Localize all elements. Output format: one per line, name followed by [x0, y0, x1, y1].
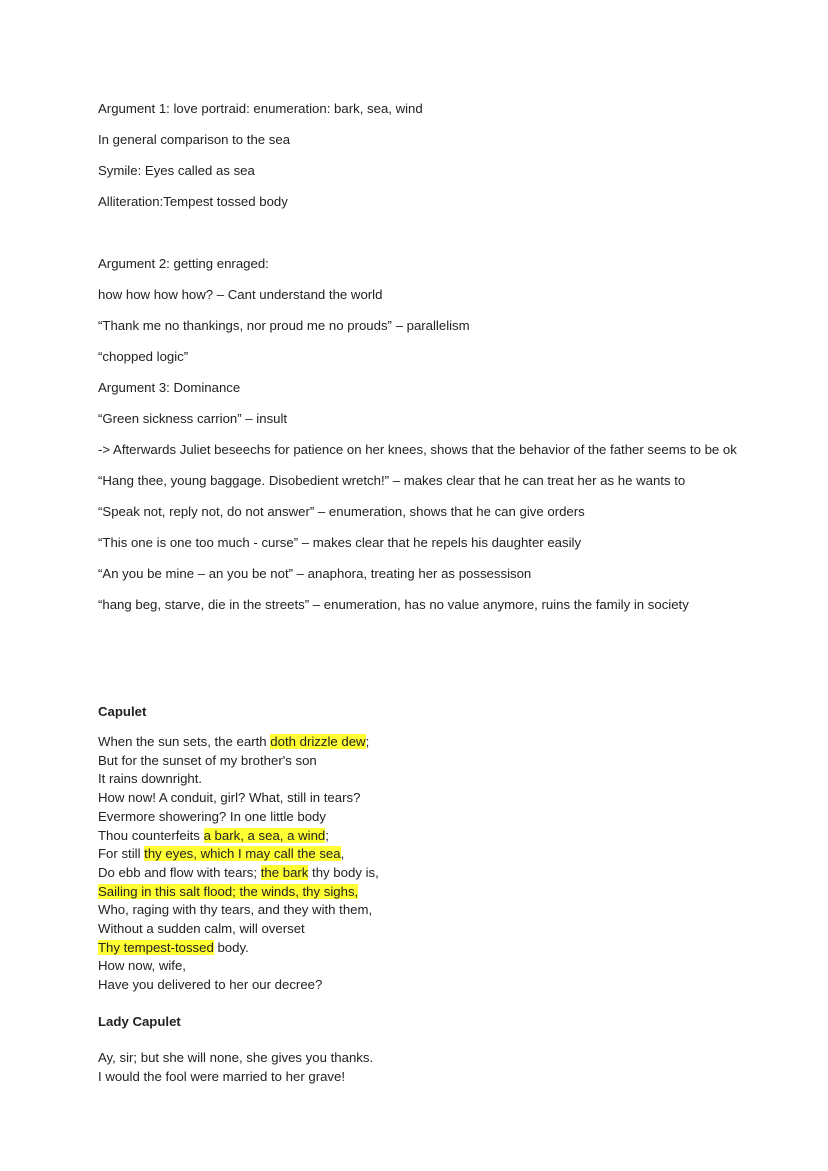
verse-line: But for the sunset of my brother's son [98, 752, 317, 768]
note-line: Symile: Eyes called as sea [98, 163, 255, 178]
note-line: “Green sickness carrion” – insult [98, 411, 288, 426]
note-line: -> Afterwards Juliet beseechs for patience on her knees, shows that the behavior of the father seems to be ok [98, 442, 737, 457]
note-line: “An you be mine – an you be not” – anaphora, treating her as possessison [98, 566, 532, 581]
highlighted-text: the bark [260, 864, 309, 880]
verse-line: Evermore showering? In one little body [98, 808, 326, 824]
highlighted-text: Sailing in this salt flood; the winds, thy sighs, [98, 883, 359, 899]
play-excerpt [98, 702, 738, 1086]
verse-line: When the sun sets, the earth doth drizzle dew; [98, 734, 370, 749]
speaker-name: Lady Capulet [98, 1013, 181, 1029]
verse-line: Ay, sir; but she will none, she gives you thanks. [98, 1049, 374, 1065]
highlighted-text: a bark, a sea, a wind [203, 827, 326, 843]
note-line: Argument 3: Dominance [98, 380, 241, 395]
note-line: “This one is one too much - curse” – makes clear that he repels his daughter easily [98, 535, 582, 550]
verse-line: Thy tempest-tossed body. [98, 939, 249, 955]
verse-line: For still thy eyes, which I may call the sea, [98, 846, 345, 862]
note-line: Alliteration:Tempest tossed body [98, 194, 288, 209]
lady-capulet-speech [98, 1049, 738, 1086]
note-line: “chopped logic” [98, 349, 189, 364]
note-line: In general comparison to the sea [98, 132, 291, 147]
highlighted-text: doth drizzle dew [270, 734, 366, 749]
verse-line: Thou counterfeits a bark, a sea, a wind; [98, 827, 329, 843]
verse-line [98, 883, 738, 902]
capulet-speech [98, 733, 738, 995]
note-line: Argument 2: getting enraged: [98, 256, 269, 271]
speaker-name: Capulet [98, 704, 147, 719]
note-line: “Hang thee, young baggage. Disobedient wretch!” – makes clear that he can treat her as he wants to [98, 473, 686, 488]
note-line: “Thank me no thankings, nor proud me no prouds” – parallelism [98, 318, 470, 333]
verse-line: I would the fool were married to her grave! [98, 1068, 346, 1084]
verse-line: How now, wife, [98, 958, 186, 974]
note-line: how how how how? – Cant understand the world [98, 287, 383, 302]
highlighted-text: Thy tempest-tossed [98, 939, 214, 955]
note-line: “Speak not, reply not, do not answer” – enumeration, shows that he can give orders [98, 504, 585, 519]
analysis-notes [98, 99, 738, 615]
verse-line: It rains downright. [98, 771, 203, 787]
verse-line: How now! A conduit, girl? What, still in tears? [98, 790, 361, 806]
verse-line: Have you delivered to her our decree? [98, 977, 323, 993]
note-line: “hang beg, starve, die in the streets” – enumeration, has no value anymore, ruins the family in society [98, 597, 689, 612]
verse-line: Without a sudden calm, will overset [98, 921, 305, 937]
highlighted-text: thy eyes, which I may call the sea [144, 846, 341, 862]
verse-line: Do ebb and flow with tears; the bark thy body is, [98, 864, 379, 880]
note-line: Argument 1: love portraid: enumeration: bark, sea, wind [98, 101, 423, 116]
verse-line: Who, raging with thy tears, and they with them, [98, 902, 373, 918]
